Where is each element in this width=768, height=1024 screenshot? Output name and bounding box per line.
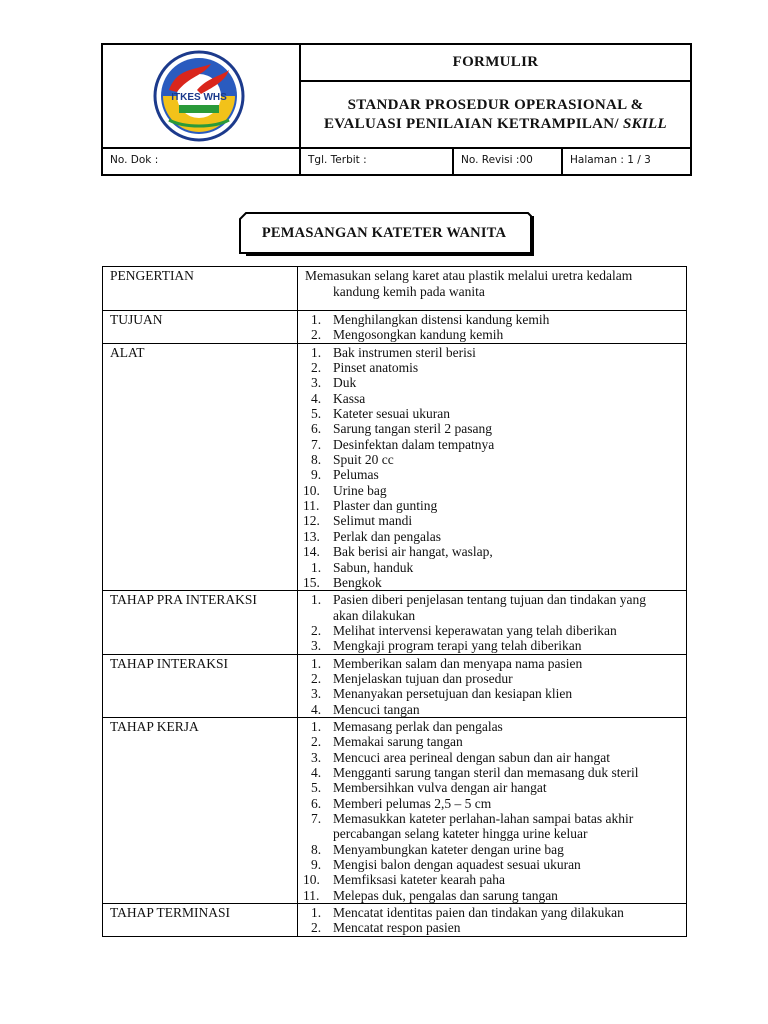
list-item — [302, 638, 682, 653]
list-item — [302, 560, 682, 575]
list-item — [302, 734, 682, 749]
item-number: 5. — [311, 406, 322, 422]
item-number: 8. — [311, 841, 322, 857]
item-number: 2. — [311, 360, 322, 376]
document-header — [101, 43, 692, 176]
list-item — [302, 656, 682, 671]
item-text: Mencuci tangan — [333, 701, 420, 717]
list-item — [302, 575, 682, 590]
list-item — [302, 780, 682, 795]
list-item — [302, 857, 682, 872]
item-text: Menanyakan persetujuan dan kesiapan klien — [333, 686, 573, 702]
item-text: Urine bag — [333, 482, 387, 498]
item-text: Memfiksasi kateter kearah paha — [333, 872, 506, 888]
list-item — [302, 686, 682, 701]
pengertian-line2: kandung kemih pada wanita — [333, 284, 485, 299]
item-text: Kateter sesuai ukuran — [333, 406, 450, 422]
list-item — [302, 421, 682, 436]
document-info-row — [103, 147, 690, 176]
item-text: Mengkaji program terapi yang telah diberikan — [333, 638, 582, 654]
list-item — [302, 750, 682, 765]
item-text: Mengisi balon dengan aquadest sesuai ukuran — [333, 857, 581, 873]
item-number: 1. — [311, 718, 322, 734]
skill-italic: SKILL — [622, 115, 667, 132]
list-item — [302, 513, 682, 528]
item-text: Bak berisi air hangat, waslap, — [333, 544, 493, 560]
item-number: 6. — [311, 421, 322, 437]
item-text: Bak instrumen steril berisi — [333, 344, 476, 360]
item-number: 6. — [311, 795, 322, 811]
item-text: Menyambungkan kateter dengan urine bag — [333, 841, 564, 857]
item-number: 2. — [311, 734, 322, 750]
list-item — [302, 437, 682, 452]
list-item — [302, 671, 682, 686]
logo-text: ITKES WHS — [171, 92, 227, 103]
sop-table — [102, 266, 687, 937]
item-number: 15. — [303, 574, 320, 590]
item-text: Pasien diberi penjelasan tentang tujuan dan tindakan yang — [333, 592, 647, 608]
section-label-tujuan: TUJUAN — [103, 311, 298, 344]
list-item — [302, 312, 682, 327]
row-tujuan — [103, 311, 687, 344]
section-label-kerja: TAHAP KERJA — [103, 717, 298, 903]
item-number: 7. — [311, 811, 322, 826]
item-number: 1. — [311, 905, 322, 921]
item-text: Mencatat respon pasien — [333, 920, 461, 936]
list-item — [302, 391, 682, 406]
section-label-interaksi: TAHAP INTERAKSI — [103, 654, 298, 717]
item-number: 12. — [303, 513, 320, 529]
row-kerja — [103, 717, 687, 903]
item-text: Memakai sarung tangan — [333, 734, 463, 750]
list-item — [302, 452, 682, 467]
list-item — [302, 796, 682, 811]
item-number: 11. — [303, 887, 320, 903]
item-text: Mencatat identitas paien dan tindakan yang dilakukan — [333, 905, 624, 921]
row-interaksi — [103, 654, 687, 717]
item-number: 4. — [311, 701, 322, 717]
item-text: Mengosongkan kandung kemih — [333, 327, 504, 343]
item-number: 2. — [311, 622, 322, 638]
list-alat — [302, 345, 682, 591]
item-number: 13. — [303, 528, 320, 544]
item-text: Mengganti sarung tangan steril dan memasang duk steril — [333, 764, 639, 780]
list-item — [302, 467, 682, 482]
doc-title: PEMASANGAN KATETER WANITA — [261, 224, 507, 241]
list-item — [302, 719, 682, 734]
item-number: 4. — [311, 390, 322, 406]
item-number: 1. — [311, 655, 322, 671]
list-item — [302, 498, 682, 513]
list-kerja — [302, 719, 682, 903]
item-text: Sarung tangan steril 2 pasang — [333, 421, 492, 437]
itkes-whs-logo — [149, 50, 249, 142]
item-number: 1. — [311, 592, 322, 608]
item-text: Desinfektan dalam tempatnya — [333, 436, 495, 452]
list-item — [302, 592, 682, 623]
item-number: 2. — [311, 920, 322, 936]
list-item — [302, 623, 682, 638]
sop-title-line1: STANDAR PROSEDUR OPERASIONAL & — [347, 96, 644, 113]
item-text: Kassa — [333, 390, 366, 406]
item-text: Duk — [333, 375, 357, 391]
item-text-continued: akan dilakukan — [333, 607, 416, 623]
item-number: 1. — [311, 344, 322, 360]
formulir-title: FORMULIR — [301, 45, 690, 82]
pengertian-line1: Memasukan selang karet atau plastik melalui uretra kedalam — [305, 268, 633, 283]
item-text: Spuit 20 cc — [333, 452, 394, 468]
list-item — [302, 327, 682, 342]
item-text: Memberi pelumas 2,5 – 5 cm — [333, 795, 492, 811]
section-label-alat: ALAT — [103, 343, 298, 591]
list-item — [302, 765, 682, 780]
row-pra-interaksi — [103, 591, 687, 654]
doc-title-box — [238, 212, 537, 258]
sop-title — [301, 82, 690, 147]
list-item — [302, 544, 682, 559]
item-text: Perlak dan pengalas — [333, 528, 441, 544]
logo-cell — [103, 45, 301, 147]
list-tujuan — [302, 312, 682, 343]
item-number: 11. — [303, 498, 320, 514]
item-text: Pinset anatomis — [333, 360, 419, 376]
list-item — [302, 529, 682, 544]
item-text: Selimut mandi — [333, 513, 413, 529]
list-item — [302, 920, 682, 935]
list-item — [302, 888, 682, 903]
list-item — [302, 811, 682, 842]
item-number: 5. — [311, 780, 322, 796]
item-text: Melepas duk, pengalas dan sarung tangan — [333, 887, 558, 903]
item-number: 7. — [311, 436, 322, 452]
item-number: 10. — [303, 872, 320, 888]
item-number: 14. — [303, 544, 320, 560]
section-label-pra-interaksi: TAHAP PRA INTERAKSI — [103, 591, 298, 654]
row-alat — [103, 343, 687, 591]
list-item — [302, 842, 682, 857]
row-terminasi — [103, 904, 687, 937]
item-text: Pelumas — [333, 467, 379, 483]
halaman: Halaman : 1 / 3 — [570, 154, 651, 166]
tgl-terbit: Tgl. Terbit : — [301, 149, 454, 176]
item-text: Mencuci area perineal dengan sabun dan air hangat — [333, 749, 610, 765]
item-number: 1. — [311, 312, 322, 327]
no-dok: No. Dok : — [103, 149, 301, 176]
list-item — [302, 406, 682, 421]
sop-title-line2: EVALUASI PENILAIAN KETRAMPILAN/ SKILL — [324, 115, 667, 132]
item-text: Memasukkan kateter perlahan-lahan sampai batas akhir — [333, 811, 634, 826]
item-number: 1. — [311, 559, 322, 575]
item-number: 3. — [311, 686, 322, 702]
section-body-pengertian — [298, 267, 687, 311]
row-pengertian — [103, 267, 687, 311]
no-revisi: No. Revisi :00 — [454, 149, 563, 176]
item-text: Melihat intervensi keperawatan yang telah diberikan — [333, 622, 617, 638]
item-number: 3. — [311, 638, 322, 654]
list-item — [302, 702, 682, 717]
list-item — [302, 905, 682, 920]
list-item — [302, 345, 682, 360]
item-text: Memberikan salam dan menyapa nama pasien — [333, 655, 583, 671]
list-item — [302, 872, 682, 887]
item-text: Membersihkan vulva dengan air hangat — [333, 780, 547, 796]
item-text: Bengkok — [333, 574, 382, 590]
item-number: 3. — [311, 749, 322, 765]
list-item — [302, 360, 682, 375]
list-pra-interaksi — [302, 592, 682, 653]
section-label-terminasi: TAHAP TERMINASI — [103, 904, 298, 937]
item-text: Menjelaskan tujuan dan prosedur — [333, 670, 513, 686]
item-number: 2. — [311, 327, 322, 343]
item-text: Menghilangkan distensi kandung kemih — [333, 312, 550, 327]
item-number: 4. — [311, 764, 322, 780]
item-number: 8. — [311, 452, 322, 468]
item-text: Memasang perlak dan pengalas — [333, 718, 503, 734]
item-text-continued: percabangan selang kateter hingga urine keluar — [333, 826, 588, 842]
section-label-pengertian: PENGERTIAN — [103, 267, 298, 311]
item-number: 2. — [311, 670, 322, 686]
list-item — [302, 375, 682, 390]
item-text: Sabun, handuk — [333, 559, 414, 575]
item-number: 3. — [311, 375, 322, 391]
item-text: Plaster dan gunting — [333, 498, 438, 514]
list-terminasi — [302, 905, 682, 936]
item-number: 9. — [311, 467, 322, 483]
list-item — [302, 483, 682, 498]
item-number: 9. — [311, 857, 322, 873]
list-interaksi — [302, 656, 682, 717]
item-number: 10. — [303, 482, 320, 498]
